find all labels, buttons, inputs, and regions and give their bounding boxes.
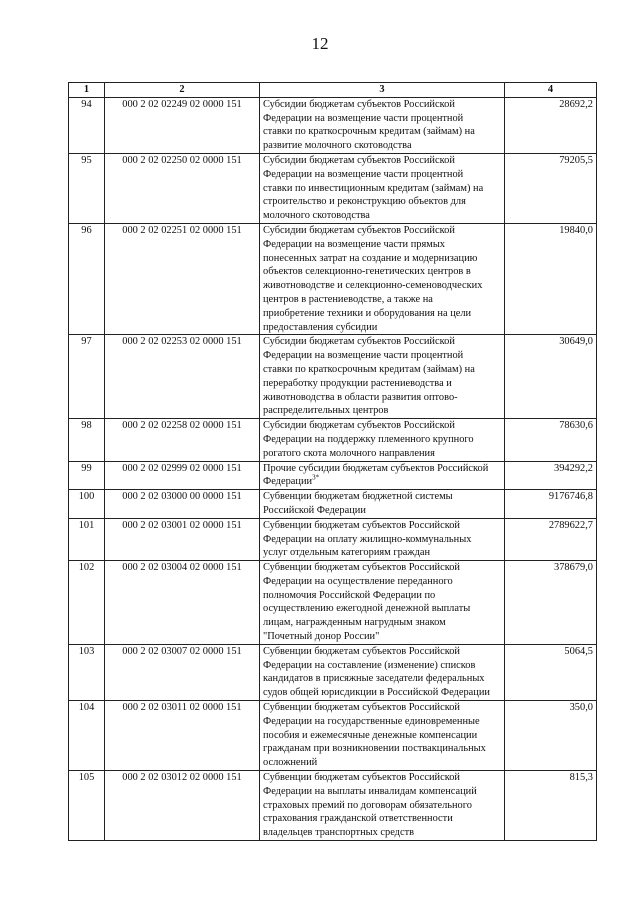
- table-header-row: [69, 83, 597, 98]
- row-description-text: Субвенции бюджетам субъектов Российской Федерации на выплаты инвалидам компенсаций страховых премий по договорам обязательного страхования гражданской ответственности владельцев транспортных средств: [263, 772, 477, 839]
- row-number-text: 94: [81, 98, 92, 110]
- table-row: [69, 335, 597, 419]
- row-amount: [505, 97, 597, 153]
- row-description-text: Субвенции бюджетам субъектов Российской Федерации на осуществление переданного полномочия Российской Федерации по осуществлению ежегодной денежной выплаты лицам, награжденным нагрудным знаком "Почетный донор России": [263, 562, 471, 643]
- budget-code: [105, 561, 260, 645]
- row-description-text: Прочие субсидии бюджетам субъектов Российской Федерации: [263, 462, 489, 488]
- budget-code: [105, 644, 260, 700]
- row-amount: [505, 561, 597, 645]
- row-number-text: 104: [78, 702, 95, 714]
- budget-code: [105, 223, 260, 334]
- row-amount: [505, 701, 597, 771]
- table-row: [69, 97, 597, 153]
- row-description-text: Субвенции бюджетам субъектов Российской Федерации на государственные единовременные пособия и ежемесячные денежные компенсации гражданам при возникновении поствакцинальных осложнений: [263, 702, 486, 769]
- table-row: [69, 153, 597, 223]
- row-number: [69, 153, 105, 223]
- row-amount-text: 350,0: [569, 702, 593, 714]
- column-header-4: 4: [505, 83, 597, 98]
- table-row: [69, 223, 597, 334]
- row-number: [69, 97, 105, 153]
- row-number: [69, 771, 105, 841]
- budget-code: [105, 335, 260, 419]
- row-number: [69, 561, 105, 645]
- budget-code: [105, 518, 260, 560]
- row-description-text: Субвенции бюджетам бюджетной системы Российской Федерации: [263, 491, 453, 516]
- row-description-text: Субсидии бюджетам субъектов Российской Федерации на возмещение части процентной ставки по краткосрочным кредитам (займам) на развитие молочного скотоводства: [263, 98, 475, 152]
- budget-code-text: 000 2 02 03004 02 0000 151: [122, 562, 242, 574]
- budget-code: [105, 419, 260, 461]
- budget-code: [105, 97, 260, 153]
- row-number: [69, 335, 105, 419]
- row-number: [69, 644, 105, 700]
- row-amount-text: 5064,5: [564, 645, 593, 657]
- row-description: [260, 461, 505, 490]
- table-row: [69, 518, 597, 560]
- budget-code: [105, 153, 260, 223]
- budget-code-text: 000 2 02 02253 02 0000 151: [122, 336, 242, 348]
- row-number-text: 98: [81, 420, 92, 432]
- budget-code-text: 000 2 02 02250 02 0000 151: [122, 154, 242, 166]
- row-amount: [505, 223, 597, 334]
- row-amount: [505, 518, 597, 560]
- row-amount-text: 79205,5: [559, 154, 593, 166]
- row-number: [69, 490, 105, 519]
- row-number-text: 100: [78, 491, 95, 503]
- row-number-text: 99: [81, 462, 92, 474]
- row-description: [260, 561, 505, 645]
- footnote-mark: 3*: [312, 473, 320, 482]
- budget-code-text: 000 2 02 02999 02 0000 151: [122, 462, 242, 474]
- row-number: [69, 223, 105, 334]
- row-description-text: Субсидии бюджетам субъектов Российской Федерации на возмещение части прямых понесенных затрат на создание и модернизацию объектов селекционно-генетических центров в животноводстве и селекционно-семеноводческих центров в растениеводстве, а также на приобретение техники и оборудования на цели предоставления субсидии: [263, 224, 483, 333]
- row-number-text: 95: [81, 154, 92, 166]
- table-row: [69, 644, 597, 700]
- row-amount-text: 394292,2: [554, 462, 593, 474]
- row-number-text: 101: [78, 519, 95, 531]
- row-description-text: Субвенции бюджетам субъектов Российской Федерации на составление (изменение) списков кандидатов в присяжные заседатели федеральных судов общей юрисдикции в Российской Федерации: [263, 645, 490, 699]
- column-header-3: 3: [260, 83, 505, 98]
- row-amount: [505, 419, 597, 461]
- row-description-text: Субсидии бюджетам субъектов Российской Федерации на возмещение части процентной ставки по инвестиционным кредитам (займам) на строительство и реконструкцию объектов для молочного скотоводства: [263, 154, 484, 222]
- row-amount: [505, 461, 597, 490]
- budget-code-text: 000 2 02 03001 02 0000 151: [122, 519, 242, 531]
- table-row: [69, 701, 597, 771]
- row-amount-text: 378679,0: [554, 562, 593, 574]
- row-amount: [505, 335, 597, 419]
- budget-code: [105, 490, 260, 519]
- budget-code: [105, 461, 260, 490]
- table-row: [69, 490, 597, 519]
- row-number: [69, 419, 105, 461]
- table-row: [69, 771, 597, 841]
- row-description: [260, 644, 505, 700]
- budget-code-text: 000 2 02 03007 02 0000 151: [122, 645, 242, 657]
- budget-code-text: 000 2 02 03000 00 0000 151: [122, 491, 242, 503]
- row-description-text: Субвенции бюджетам субъектов Российской Федерации на оплату жилищно-коммунальных услуг отдельным категориям граждан: [263, 519, 472, 559]
- row-description: [260, 701, 505, 771]
- row-amount-text: 19840,0: [559, 224, 593, 236]
- row-description: [260, 771, 505, 841]
- budget-code-text: 000 2 02 03012 02 0000 151: [122, 772, 242, 784]
- row-description-text: Субсидии бюджетам субъектов Российской Федерации на поддержку племенного крупного рогатого скота молочного направления: [263, 420, 474, 459]
- row-amount-text: 815,3: [569, 772, 593, 784]
- row-number-text: 97: [81, 336, 92, 348]
- row-description: [260, 97, 505, 153]
- row-number-text: 102: [78, 562, 95, 574]
- budget-code-text: 000 2 02 02251 02 0000 151: [122, 224, 242, 236]
- row-amount: [505, 153, 597, 223]
- row-description: [260, 518, 505, 560]
- row-amount-text: 30649,0: [559, 336, 593, 348]
- table-row: [69, 419, 597, 461]
- row-amount: [505, 644, 597, 700]
- row-description: [260, 153, 505, 223]
- row-number: [69, 701, 105, 771]
- row-description: [260, 335, 505, 419]
- row-number-text: 105: [78, 772, 95, 784]
- row-amount: [505, 490, 597, 519]
- row-amount: [505, 771, 597, 841]
- budget-code-text: 000 2 02 02249 02 0000 151: [122, 98, 242, 110]
- budget-code: [105, 771, 260, 841]
- row-description: [260, 490, 505, 519]
- budget-code: [105, 701, 260, 771]
- column-header-1: 1: [69, 83, 105, 98]
- row-description: [260, 223, 505, 334]
- row-number: [69, 461, 105, 490]
- budget-code-text: 000 2 02 02258 02 0000 151: [122, 420, 242, 432]
- row-number-text: 96: [81, 224, 92, 236]
- row-description-text: Субсидии бюджетам субъектов Российской Федерации на возмещение части процентной ставки по краткосрочным кредитам (займам) на переработку продукции растениеводства и животноводства в области развития оптово- распределительных центров: [263, 336, 475, 417]
- row-amount-text: 2789622,7: [548, 519, 593, 531]
- row-amount-text: 78630,6: [559, 420, 593, 432]
- row-amount-text: 9176746,8: [548, 491, 593, 503]
- revenue-table: [68, 82, 597, 841]
- budget-code-text: 000 2 02 03011 02 0000 151: [122, 702, 242, 714]
- row-description: [260, 419, 505, 461]
- table-row: [69, 461, 597, 490]
- row-number: [69, 518, 105, 560]
- row-number-text: 103: [78, 645, 95, 657]
- column-header-2: 2: [105, 83, 260, 98]
- table-row: [69, 561, 597, 645]
- row-amount-text: 28692,2: [559, 98, 593, 110]
- page-number: 12: [311, 34, 329, 53]
